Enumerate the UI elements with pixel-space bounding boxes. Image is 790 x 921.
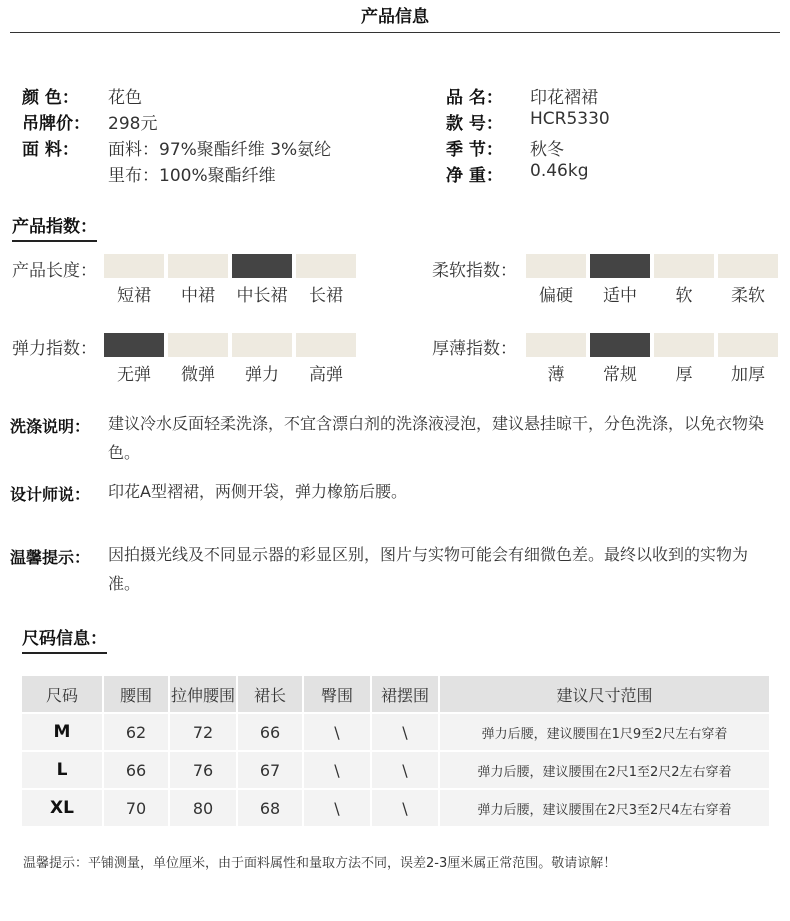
- col-waist: 腰围: [104, 676, 168, 712]
- tip-text: 因拍摄光线及不同显示器的彩显区别，图片与实物可能会有细微色差。最终以收到的实物为准。: [108, 545, 749, 593]
- page-title: 产品信息: [361, 7, 429, 27]
- scale-box: [654, 254, 714, 278]
- scale-box: [232, 254, 292, 278]
- cell-size: XL: [22, 790, 102, 826]
- cell-waist: 66: [104, 752, 168, 788]
- scale-box: [654, 333, 714, 357]
- cell-hem: \: [372, 714, 438, 750]
- scale-box: [168, 333, 228, 357]
- spec-value-weight: 0.46kg: [530, 161, 589, 181]
- scale-box: [104, 254, 164, 278]
- scale-label: 产品长度：: [12, 261, 97, 281]
- scale-option-label: 加厚: [731, 365, 765, 385]
- cell-hip: \: [304, 714, 370, 750]
- scale-option-label: 微弹: [181, 365, 215, 385]
- cell-length: 67: [238, 752, 302, 788]
- scale-option-label: 柔软: [731, 286, 765, 306]
- spec-label-style-no: 款 号：: [446, 114, 503, 134]
- scale-box: [232, 333, 292, 357]
- cell-size: M: [22, 714, 102, 750]
- cell-hip: \: [304, 752, 370, 788]
- spec-value-season: 秋冬: [530, 140, 564, 160]
- cell-hem: \: [372, 752, 438, 788]
- scale-option-label: 软: [675, 286, 693, 306]
- spec-label-fabric: 面 料：: [22, 140, 79, 160]
- spec-value-lining: 里布：100%聚酯纤维: [108, 166, 276, 186]
- col-recommend: 建议尺寸范围: [440, 676, 769, 712]
- spec-value-fabric: 面料：97%聚酯纤维 3%氨纶: [108, 140, 332, 160]
- spec-label-season: 季 节：: [446, 140, 503, 160]
- size-heading: 尺码信息：: [22, 624, 107, 654]
- scale-box: [590, 333, 650, 357]
- table-row: [22, 714, 769, 750]
- wash-text: 建议冷水反面轻柔洗涤，不宜含漂白剂的洗涤液浸泡，建议悬挂晾干，分色洗涤，以免衣物染色。: [108, 414, 765, 462]
- cell-length: 68: [238, 790, 302, 826]
- scale-option-label: 长裙: [309, 286, 343, 306]
- col-size: 尺码: [22, 676, 102, 712]
- spec-label-price: 吊牌价：: [22, 114, 90, 134]
- col-hem: 裙摆围: [372, 676, 438, 712]
- scale-option-label: 高弹: [309, 365, 343, 385]
- table-row: [22, 790, 769, 826]
- scale-option-label: 弹力: [245, 365, 279, 385]
- spec-label-color: 颜 色：: [22, 88, 79, 108]
- title-divider: [10, 32, 780, 33]
- scale-box: [296, 254, 356, 278]
- cell-hem: \: [372, 790, 438, 826]
- col-length: 裙长: [238, 676, 302, 712]
- spec-value-color: 花色: [108, 88, 142, 108]
- size-table-header: [22, 676, 769, 712]
- scale-option-label: 常规: [603, 365, 637, 385]
- indices-heading: 产品指数：: [12, 212, 97, 242]
- cell-recommend: 弹力后腰，建议腰围在2尺1至2尺2左右穿着: [440, 752, 769, 788]
- spec-label-weight: 净 重：: [446, 166, 503, 186]
- cell-stretch-waist: 80: [170, 790, 236, 826]
- scale-box: [526, 254, 586, 278]
- spec-value-name: 印花褶裙: [530, 88, 598, 108]
- cell-waist: 62: [104, 714, 168, 750]
- cell-hip: \: [304, 790, 370, 826]
- designer-label: 设计师说：: [10, 485, 91, 504]
- scale-option-label: 中裙: [181, 286, 215, 306]
- scale-box: [296, 333, 356, 357]
- scale-option-label: 无弹: [117, 365, 151, 385]
- scale-option-label: 中长裙: [236, 286, 288, 306]
- scale-box: [590, 254, 650, 278]
- wash-label: 洗涤说明：: [10, 417, 91, 436]
- table-row: [22, 752, 769, 788]
- tip-label: 温馨提示：: [10, 548, 91, 567]
- scale-label: 厚薄指数：: [432, 339, 517, 359]
- cell-size: L: [22, 752, 102, 788]
- col-hip: 臀围: [304, 676, 370, 712]
- scale-box: [168, 254, 228, 278]
- cell-stretch-waist: 76: [170, 752, 236, 788]
- footer-note: 温馨提示：平铺测量，单位厘米，由于面料属性和量取方法不同，误差2-3厘米属正常范围。敬请谅解！: [23, 856, 617, 871]
- cell-waist: 70: [104, 790, 168, 826]
- scale-box: [718, 254, 778, 278]
- scale-option-label: 偏硬: [539, 286, 573, 306]
- scale-label: 弹力指数：: [12, 339, 97, 359]
- spec-value-price: 298元: [108, 114, 158, 134]
- cell-stretch-waist: 72: [170, 714, 236, 750]
- scale-label: 柔软指数：: [432, 261, 517, 281]
- cell-recommend: 弹力后腰，建议腰围在1尺9至2尺左右穿着: [440, 714, 769, 750]
- cell-length: 66: [238, 714, 302, 750]
- size-table: [20, 674, 771, 828]
- scale-box: [104, 333, 164, 357]
- cell-recommend: 弹力后腰，建议腰围在2尺3至2尺4左右穿着: [440, 790, 769, 826]
- scale-option-label: 适中: [603, 286, 637, 306]
- scale-option-label: 短裙: [117, 286, 151, 306]
- spec-label-name: 品 名：: [446, 88, 503, 108]
- scale-box: [718, 333, 778, 357]
- designer-text: 印花A型褶裙，两侧开袋，弹力橡筋后腰。: [108, 482, 407, 501]
- scale-option-label: 薄: [547, 365, 565, 385]
- spec-value-style-no: HCR5330: [530, 109, 610, 129]
- col-stretch-waist: 拉伸腰围: [170, 676, 236, 712]
- scale-option-label: 厚: [675, 365, 693, 385]
- scale-box: [526, 333, 586, 357]
